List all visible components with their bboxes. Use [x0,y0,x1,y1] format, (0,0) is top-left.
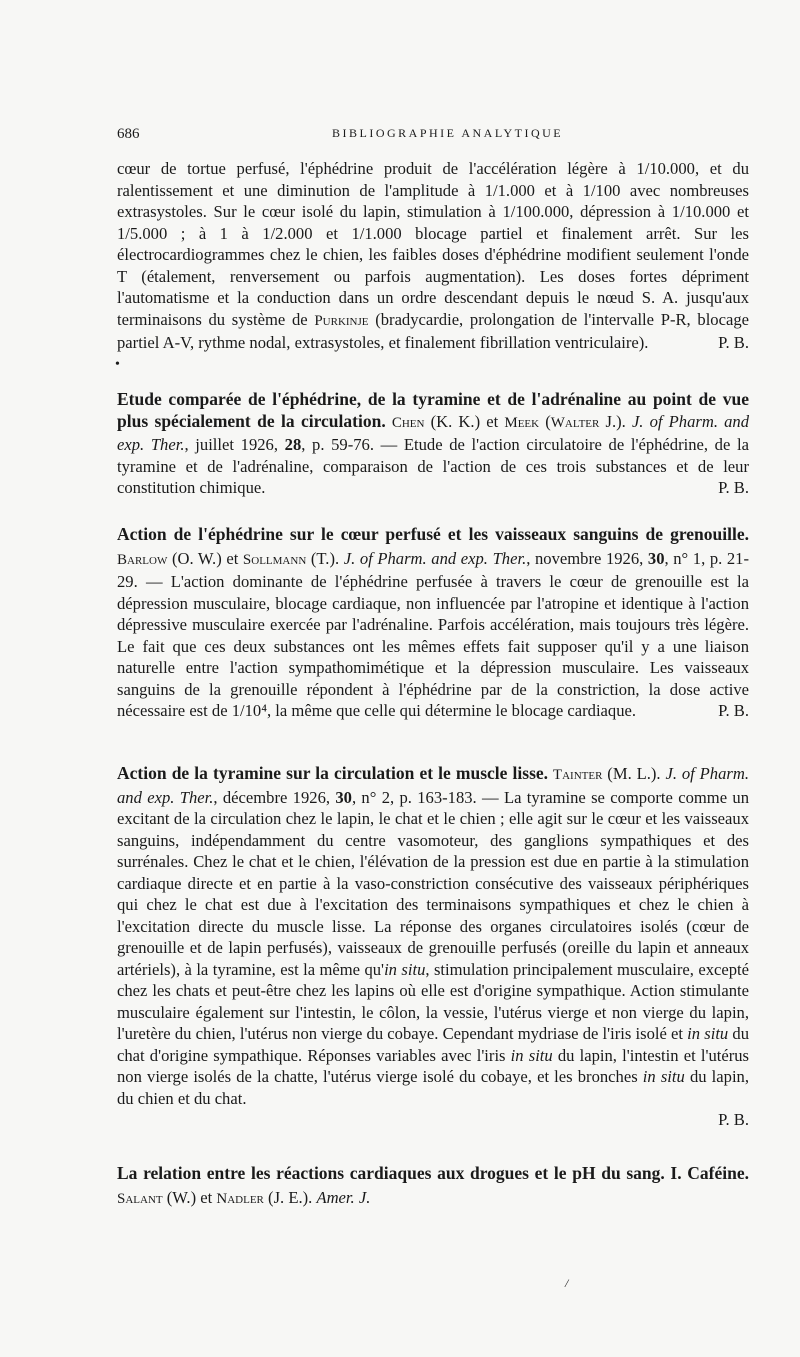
running-title: BIBLIOGRAPHIE ANALYTIQUE [332,126,564,140]
entry-title: La relation entre les réactions cardiaques aux drogues et le pH du sang. I. Caféine. [117,1163,749,1183]
bottom-mark: / [565,1276,569,1290]
author-name: Salant [117,1190,163,1207]
journal-name: J. of Pharm. and exp. Ther. [117,764,749,807]
entry-text: Etude de l'action circulatoire de l'éphédrine, de la tyramine et de l'adrénaline, comparaison de l'action de ces trois substances et de leur constitution chimique. [117,435,749,497]
signature: P. B. [718,1110,749,1129]
author-name: Barlow [117,551,168,568]
page-number: 686 [117,126,140,142]
volume: 30 [335,787,352,807]
intro-paragraph [117,158,749,354]
journal-name: J. of Pharm. and exp. Ther. [343,548,527,568]
entry-title: Action de la tyramine sur la circulation et le muscle lisse. [117,763,549,783]
signature: P. B. [718,478,749,497]
page-header [117,126,747,146]
author-name: Tainter [552,767,603,783]
intro-text: cœur de tortue perfusé, l'éphédrine produit de l'accélération légère à 1/10.000, et du ralentissement et une diminution de l'amplitude à 1/1.000 et à 1/100 avec nombreuses extrasystoles. Sur le cœur isolé du lapin, stimulation à 1/100.000, dépression à 1/10.000 et 1/5.000 ; à 1 à 1/2.000 et 1/1.000 blocage partiel et finalement arrêt. Sur les électrocardiogrammes chez le chien, les faibles doses d'éphédrine modifient seulement l'onde T (étalement, renversement ou parfois augmentation). Les doses fortes dépriment l'automatisme et la conduction dans un ordre descendant depuis le nœud S. A. jusqu'aux terminaisons du système de Purkinje (bradycardie, prolongation de l'intervalle P-R, blocage partiel A-V, rythme nodal, extrasystoles, et finalement fibrillation ventriculaire). P. B. [117,159,749,352]
journal-name: Amer. J. [316,1187,371,1207]
entry-text: La tyramine se comporte comme un excitant de la circulation chez le lapin, le chat et le chien ; elle agit sur le cœur et les vaisseaux sanguins, indépendamment du centre vasomoteur, des ganglions sympathiques et des surrénales. Chez le chat et le chien, l'élévation de la pression est due en partie à la stimulation cardiaque directe et en partie à la vaso-constriction consécutive des vaisseaux périphériques qui chez le chat est due à l'excitation des terminaisons sympathiques et chez le chien à l'excitation directe du muscle lisse. La réponse des organes circulatoires isolés (cœur de grenouille et de lapin perfusés), vaisseaux de grenouille perfusés (oreille du lapin et anneaux artériels), à la tyramine, est la même qu' [117,787,749,979]
entry-tyramine: Action de la tyramine sur la circulation et le muscle lisse. Tainter (M. L.). J. of Pharm. and exp. Ther., décembre 1926, 30, n° 2, p. 163-183. — La tyramine se comporte comme un excitant de la circulation chez le lapin, le chat et le chien ; elle agit sur le cœur et les vaisseaux sanguins, indépendamment du centre vasomoteur, des ganglions sympathiques et des surrénales. Chez le chat et le chien, l'élévation de la pression est due en partie à la stimulation cardiaque directe et en partie à la vaso-constriction consécutive des vaisseaux périphériques qui chez le chat est due à l'excitation des terminaisons sympathiques et chez le chien à l'excitation directe du muscle lisse. La réponse des organes circulatoires isolés (cœur de grenouille et de lapin perfusés), vaisseaux de grenouille perfusés (oreille du lapin et anneaux artériels), à la tyramine, est la même qu'in situ, stimulation principalement musculaire, excepté chez les chats et peut-être chez les lapins où elle est d'origine sympathique. Action stimulante musculaire également sur l'intestin, le côlon, la vessie, l'utérus vierge et non vierge du lapin, l'uretère du chien, l'utérus non vierge du cobaye. Cependant mydriase de l'iris isolé et in situ du chat d'origine sympathique. Réponses variables avec l'iris in situ du lapin, l'intestin et l'utérus non vierge isolés de la chatte, l'utérus vierge isolé du cobaye, et les bronches in situ du lapin, du chien et du chat. P. B. [117,763,750,1129]
author-name: Meek [504,414,540,431]
entry-ephedrine-comparison: Etude comparée de l'éphédrine, de la tyramine et de l'adrénaline au point de vue plus spécialement de la circulation. Chen (K. K.) et Meek (Walter J.). J. of Pharm. and exp. Ther., juillet 1926, 28, p. 59-76. — Etude de l'action circulatoire de l'éphédrine, de la tyramine et de l'adrénaline, comparaison de l'action de ces trois substances et de leur constitution chimique. P. B. [117,389,750,497]
entry-ephedrine-frog: Action de l'éphédrine sur le cœur perfusé et les vaisseaux sanguins de grenouille. Barlow (O. W.) et Sollmann (T.). J. of Pharm. and exp. Ther., novembre 1926, 30, n° 1, p. 21-29. — L'action dominante de l'éphédrine perfusée à travers le cœur de grenouille est la dépression musculaire, blocage cardiaque, non influencée par l'atropine et identique à l'action dépressive musculaire exercée par l'adrénaline. Parfois accélération, mais toujours très légère. Le fait que ces deux substances ont les mêmes effets fait supposer qu'il y a une liaison naturelle entre l'action sympathomimétique et la dépression musculaire. Les vaisseaux sanguins de la grenouille répondent à l'éphédrine par de la constriction, la dose active nécessaire est de 1/10⁴, la même que celle qui détermine le blocage cardiaque. P. B. [117,524,749,720]
entry-text: L'action dominante de l'éphédrine perfusée à travers le cœur de grenouille est la dépression musculaire, blocage cardiaque, non influencée par l'atropine et identique à l'action dépressive musculaire exercée par l'adrénaline. Parfois accélération, mais toujours très légère. Le fait que ces deux substances ont les mêmes effets fait supposer qu'il y a une liaison naturelle entre l'action sympathomimétique et la dépression musculaire. Les vaisseaux sanguins de la grenouille répondent à l'éphédrine par de la constriction, la dose active nécessaire est de 1/10⁴, la même que celle qui détermine le blocage cardiaque. [117,572,749,720]
entry-title: Action de l'éphédrine sur le cœur perfusé et les vaisseaux sanguins de grenouille. [117,524,749,544]
entry-title: Etude comparée de l'éphédrine, de la tyramine et de l'adrénaline au point de vue plus spécialement de la circulation. [117,389,749,431]
author-name: Chen [391,414,425,431]
volume: 30 [647,548,665,568]
author-name: Walter [550,414,600,431]
signature: P. B. [718,701,749,720]
margin-mark: • [115,357,120,372]
purkinje-name: Purkinje [314,312,369,329]
entry-caffeine: La relation entre les réactions cardiaques aux drogues et le pH du sang. I. Caféine. Salant (W.) et Nadler (J. E.). Amer. J. [117,1163,749,1207]
signature: P. B. [718,333,749,352]
journal-name: J. of Pharm. and exp. Ther. [117,411,750,454]
author-name: Nadler [216,1190,264,1207]
author-name: Sollmann [242,551,307,568]
volume: 28 [284,435,302,454]
